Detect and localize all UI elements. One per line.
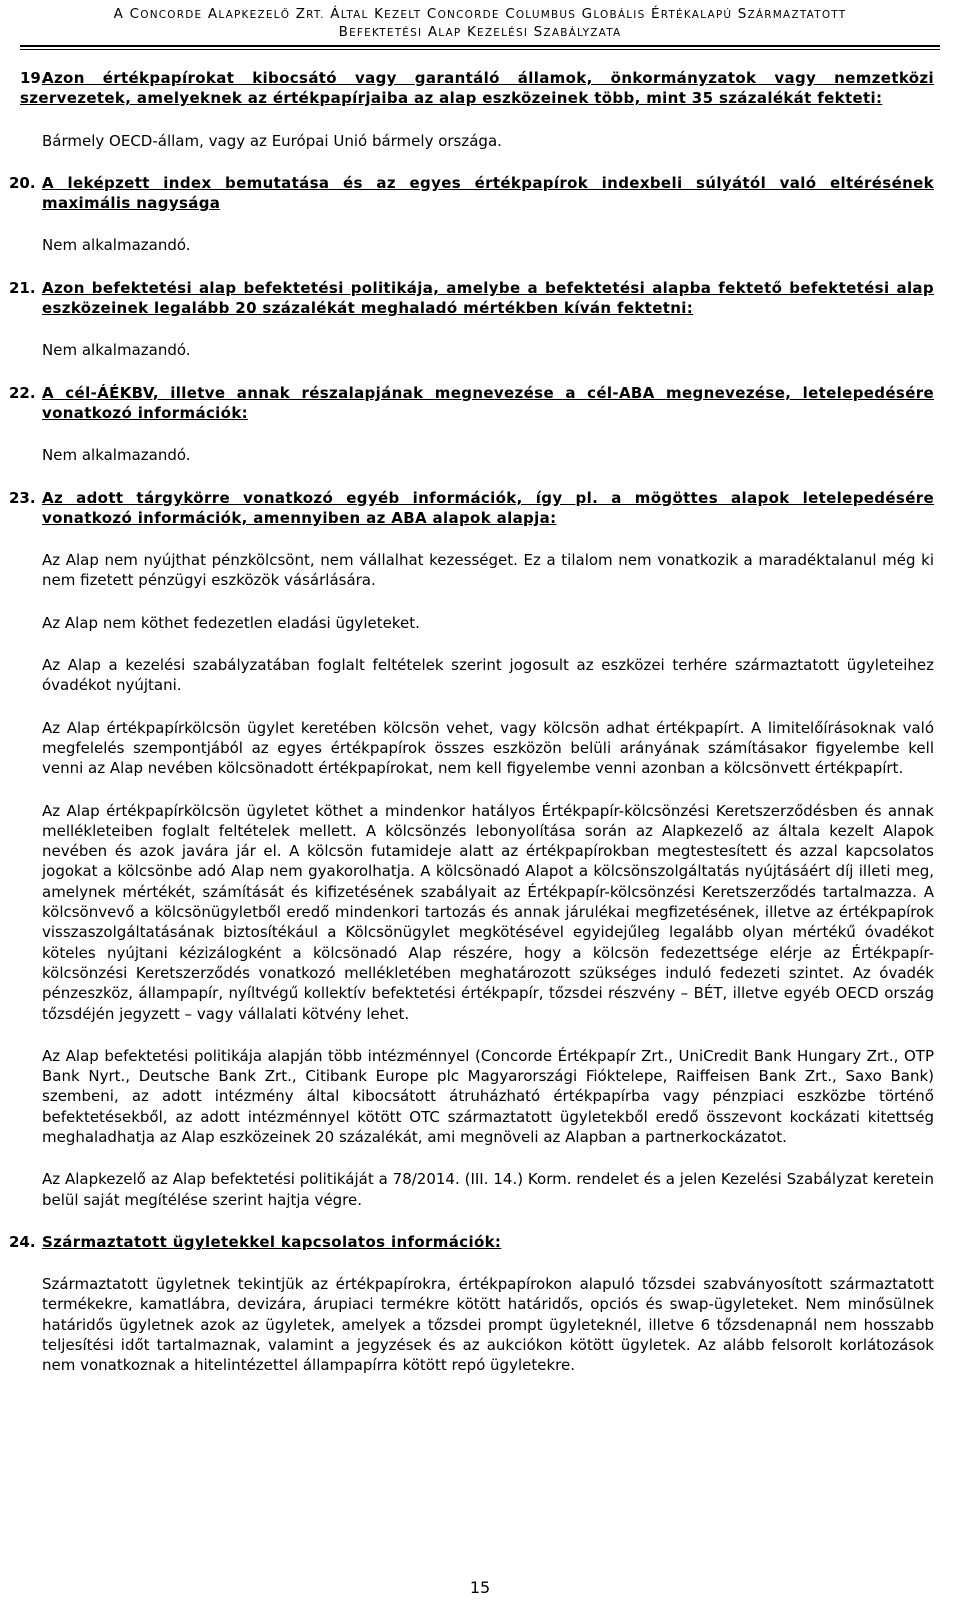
section-19 [20,68,934,151]
paragraph: Az Alap nem nyújthat pénzkölcsönt, nem vállalhat kezességet. Ez a tilalom nem vonatkozik a maradéktalanul még ki nem fizetett pénzügyi eszközök vásárlására. [42,551,934,590]
paragraph: Származtatott ügyletnek tekintjük az értékpapírokra, értékpapírokon alapuló tőzsdei szabványosított származtatott termékekre, kamatlábra, devizára, árupiaci termékre kötött határidős, opciós és swap-ügyleteket. Nem minősülnek határidős ügyletnek azok az ügyletek, amelyek a tőzsdei prompt ügyleteknél, illetve 6 tőzsdenapnál nem hosszabb teljesítési időt tartalmaznak, valamint a jegyzések és az aukciókon kötött ügyletek. Az alább felsorolt korlátozások nem vonatkoznak a hitelintézettel állampapírra kötött repó ügyletekre. [42,1275,934,1375]
paragraph: Az Alap értékpapírkölcsön ügylet keretében kölcsön vehet, vagy kölcsön adhat értékpapírt. A limitelőírásoknak való megfelelés szempontjából az egyes értékpapírok összes eszközön belüli arányának számításakor figyelembe kell venni az Alap nevében kölcsönadott értékpapírokat, nem kell figyelembe venni azonban a kölcsönvett értékpapírt. [42,718,934,778]
header-line-2: BEFEKTETÉSI ALAP KEZELÉSI SZABÁLYZATA [338,24,622,40]
paragraph: Az Alap a kezelési szabályzatában foglalt feltételek szerint jogosult az eszközei terhére származtatott ügyleteihez óvadékot nyújtani. [42,656,934,695]
paragraph: Az Alap nem köthet fedezetlen eladási ügyleteket. [42,613,420,632]
paragraph: Az Alapkezelő az Alap befektetési politikáját a 78/2014. (III. 14.) Korm. rendelet és a jelen Kezelési Szabályzat keretein belül saját megítélése szerint hajtja végre. [42,1170,934,1209]
paragraph: Az Alap értékpapírkölcsön ügyletet köthet a mindenkor hatályos Értékpapír-kölcsönzési Keretszerződésben és annak mellékleteiben foglalt feltételek mellett. A kölcsönzés lebonyolítása során az Alapkezelő az általa kezelt Alapok nevében és azok javára jár el. A kölcsön futamideje alatt az értékpapírokban megtestesített és azzal kapcsolatos jogokat a kölcsönbe adó Alap nem gyakorolhatja. A kölcsönadó Alapot a kölcsönszolgáltatás nyújtásáért díj illeti meg, amelynek mértékét, számítását és kifizetésének szabályait az Értékpapír-kölcsönzési Keretszerződés tartalmazza. A kölcsönvevő a kölcsönügyletből eredő mindenkori tartozás és annak járulékai megfizetésének, illetve az értékpapírok visszaszolgáltatásának biztosítékául a Kölcsönügylet megkötésével egyidejűleg legalább olyan mértékű óvadékot köteles nyújtani kézizálogként a kölcsönadó Alap részére, hogy a kölcsön fedezettsége elérje az Értékpapír-kölcsönzési Keretszerződés vonatkozó mellékletében meghatározott szükséges induló fedezeti szintet. Az óvadék pénzeszköz, állampapír, nyíltvégű kollektív befektetési értékpapír, tőzsdei részvény – BÉT, illetve egyéb OECD ország tőzsdéjén jegyzett – vagy vállalati kötvény lehet. [42,801,934,1023]
section-title: Származtatott ügyletekkel kapcsolatos információk: [42,1232,502,1251]
header-rule [20,45,940,47]
section-number: 19. [20,69,47,87]
section-number: 24. [9,1232,36,1251]
section-title: Azon értékpapírokat kibocsátó vagy garantáló államok, önkormányzatok vagy nemzetközi szervezetek, amelyeknek az értékpapírjaiba az alap eszközeinek több, mint 35 százalékát fekteti: [20,69,934,108]
section-21 [9,278,934,361]
paragraph: Bármely OECD-állam, vagy az Európai Unió bármely országa. [42,131,502,150]
paragraph: Az Alap befektetési politikája alapján több intézménnyel (Concorde Értékpapír Zrt., UniCredit Bank Hungary Zrt., OTP Bank Nyrt., Deutsche Bank Zrt., Citibank Europe plc Magyarországi Fióktelepe, Raiffeisen Bank Zrt., Saxo Bank) szembeni, az adott intézmény által kibocsátott átruházható értékpapírba vagy pénzpiaci eszközbe történő befektetésekből, az adott intézménnyel kötött OTC származtatott ügyletekből eredő összevont kockázati kitettség meghaladhatja az Alap eszközeinek 20 százalékát, ami megnöveli az Alapban a partnerkockázatot. [42,1046,934,1146]
paragraph: Nem alkalmazandó. [42,446,191,465]
section-title: Az adott tárgykörre vonatkozó egyéb információk, így pl. a mögöttes alapok letelepedésére vonatkozó információk, amennyiben az ABA alapok alapja: [42,488,934,527]
header-line-1: A CONCORDE ALAPKEZELŐ ZRT. ÁLTAL KEZELT CONCORDE COLUMBUS GLOBÁLIS ÉRTÉKALAPÚ SZÁRMAZTATOTT [113,6,847,22]
document-body [9,68,934,1376]
section-24 [9,1232,934,1376]
document-header [0,6,960,42]
section-22 [9,383,934,466]
section-number: 20. [9,173,36,192]
section-20 [9,173,934,256]
header-rule-second [20,49,940,51]
section-number: 23. [9,488,36,507]
section-number: 21. [9,278,36,297]
section-title: A leképzett index bemutatása és az egyes értékpapírok indexbeli súlyától való eltérésének maximális nagysága [42,173,934,213]
paragraph: Nem alkalmazandó. [42,236,191,255]
section-number: 22. [9,383,36,402]
paragraph: Nem alkalmazandó. [42,341,191,360]
section-title: Azon befektetési alap befektetési politikája, amelybe a befektetési alapba fektető befektetési alap eszközeinek legalább 20 százalékát meghaladó mértékben kíván fektetni: [42,278,934,318]
page-number: 15 [469,1578,491,1597]
section-title: A cél-ÁÉKBV, illetve annak részalapjának megnevezése a cél-ABA megnevezése, letelepedésére vonatkozó információk: [42,383,934,422]
section-23 [9,488,934,1210]
